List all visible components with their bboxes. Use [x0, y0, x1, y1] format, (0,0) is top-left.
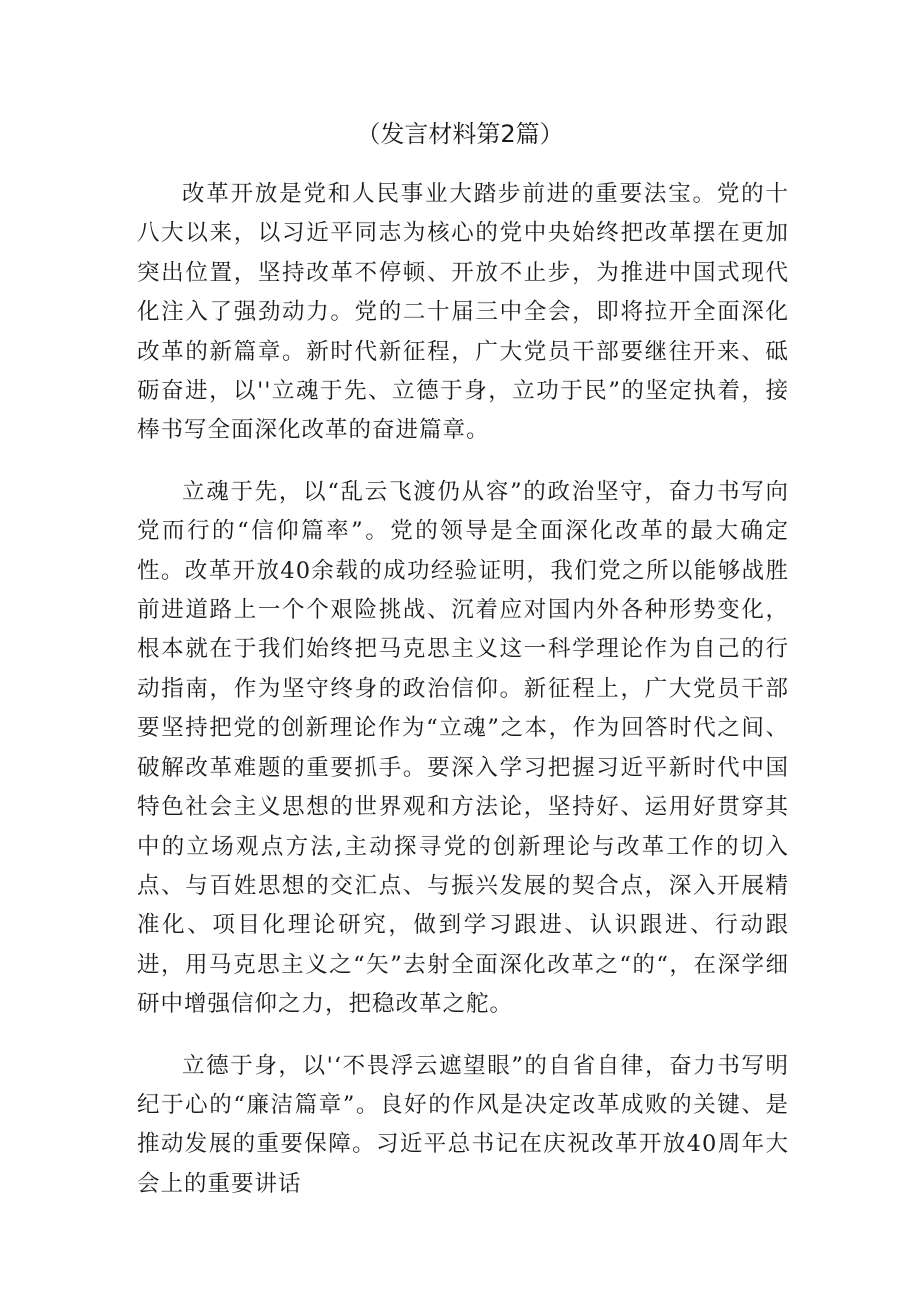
paragraph-virtue-self: 立德于身，以'‘不畏浮云遮望眼”的自省自律，奋力书写明纪于心的“廉洁篇章”。良好的作风是决定改革成败的关键、是推动发展的重要保障。习近平总书记在庆祝改革开放40周年大会上的重要讲话	[137, 1052, 789, 1197]
document-title: （发言材料第2篇）	[356, 120, 564, 148]
document-body	[137, 175, 789, 1204]
paragraph-soul-first: 立魂于先，以“乱云飞渡仍从容”的政治坚守，奋力书写向党而行的“信仰篇率”。党的领导是全面深化改革的最大确定性。改革开放40余载的成功经验证明，我们党之所以能够战胜前进道路上一个个艰险挑战、沉着应对国内外各种形势变化，根本就在于我们始终把马克思主义这一科学理论作为自己的行动指南，作为坚守终身的政治信仰。新征程上，广大党员干部要坚持把党的创新理论作为“立魂”之本，作为回答时代之间、破解改革难题的重要抓手。要深入学习把握习近平新时代中国特色社会主义思想的世界观和方法论，坚持好、运用好贯穿其中的立场观点方法,主动探寻党的创新理论与改革工作的切入点、与百姓思想的交汇点、与振兴发展的契合点，深入开展精准化、项目化理论研究，做到学习跟进、认识跟进、行动跟进，用马克思主义之“矢”去射全面深化改革之“的“，在深学细研中增强信仰之力，把稳改革之舵。	[137, 478, 789, 1018]
paragraph-intro: 改革开放是党和人民事业大踏步前进的重要法宝。党的十八大以来，以习近平同志为核心的党中央始终把改革摆在更加突出位置，坚持改革不停顿、开放不止步，为推进中国式现代化注入了强劲动力。党的二十届三中全会，即将拉开全面深化改革的新篇章。新时代新征程，广大党员干部要继往开来、砥砺奋进，以''立魂于先、立德于身，立功于民”的坚定执着，接棒书写全面深化改革的奋进篇章。	[137, 181, 789, 444]
